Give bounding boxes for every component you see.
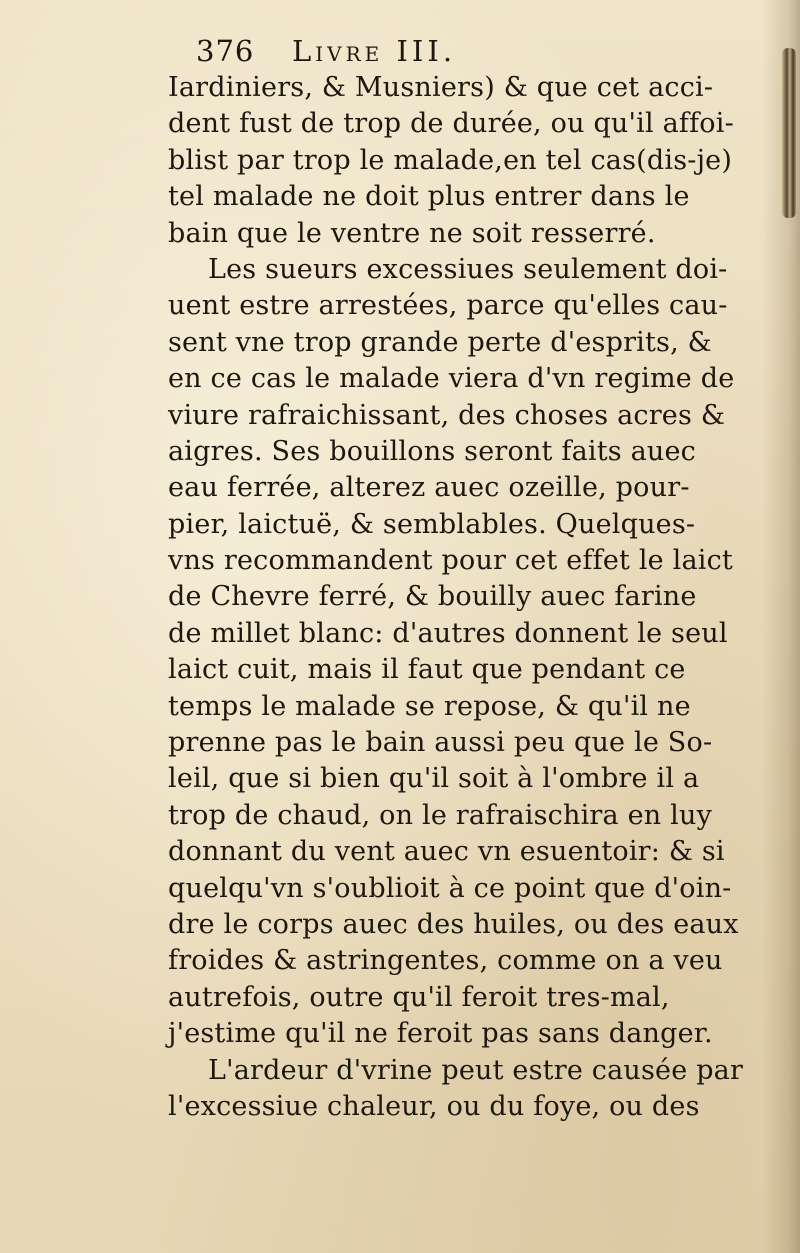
- text-line: en ce cas le malade viera d'vn regime de: [168, 363, 735, 395]
- running-head: Livre III.: [292, 34, 457, 68]
- text-line: dent fust de trop de durée, ou qu'il affoi-: [168, 108, 734, 140]
- text-line: trop de chaud, on le rafraischira en luy: [168, 799, 713, 831]
- body-text: [168, 70, 768, 1125]
- text-line: bain que le ventre ne soit resserré.: [168, 217, 656, 249]
- text-line: leil, que si bien qu'il soit à l'ombre il a: [168, 763, 700, 795]
- text-line: Les sueurs excessiues seulement doi-: [208, 253, 728, 285]
- text-line: pier, laictuë, & semblables. Quelques-: [168, 508, 696, 540]
- text-line: Iardiniers, & Musniers) & que cet acci-: [168, 72, 714, 103]
- text-line: viure rafraichissant, des choses acres &: [168, 399, 726, 431]
- page-header: [168, 32, 768, 70]
- text-line: sent vne trop grande perte d'esprits, &: [168, 326, 712, 358]
- text-line: temps le malade se repose, & qu'il ne: [168, 690, 691, 722]
- text-line: j'estime qu'il ne feroit pas sans danger.: [168, 1018, 713, 1050]
- text-line: aigres. Ses bouillons seront faits auec: [168, 435, 696, 467]
- text-block: [168, 32, 768, 1125]
- text-line: prenne pas le bain aussi peu que le So-: [168, 727, 713, 759]
- text-line: dre le corps auec des huiles, ou des eaux: [168, 908, 739, 940]
- text-line: uent estre arrestées, parce qu'elles cau-: [168, 290, 728, 322]
- text-line: tel malade ne doit plus entrer dans le: [168, 181, 690, 213]
- text-line: quelqu'vn s'oublioit à ce point que d'oin-: [168, 872, 732, 904]
- text-line: eau ferrée, alterez auec ozeille, pour-: [168, 472, 690, 504]
- text-line: autrefois, outre qu'il feroit tres-mal,: [168, 981, 670, 1013]
- text-line: de Chevre ferré, & bouilly auec farine: [168, 581, 697, 613]
- text-line: froides & astringentes, comme on a veu: [168, 945, 723, 977]
- page-number: 376: [196, 34, 255, 68]
- text-line: donnant du vent auec vn esuentoir: & si: [168, 836, 725, 868]
- text-line: vns recommandent pour cet effet le laict: [168, 545, 733, 577]
- text-line: de millet blanc: d'autres donnent le seul: [168, 617, 728, 649]
- text-line: l'excessiue chaleur, ou du foye, ou des: [168, 1090, 700, 1122]
- page-edge-tab: [782, 48, 796, 218]
- text-line: blist par trop le malade,en tel cas(dis-je): [168, 144, 733, 176]
- text-line: laict cuit, mais il faut que pendant ce: [168, 654, 686, 686]
- text-line: L'ardeur d'vrine peut estre causée par: [208, 1054, 744, 1086]
